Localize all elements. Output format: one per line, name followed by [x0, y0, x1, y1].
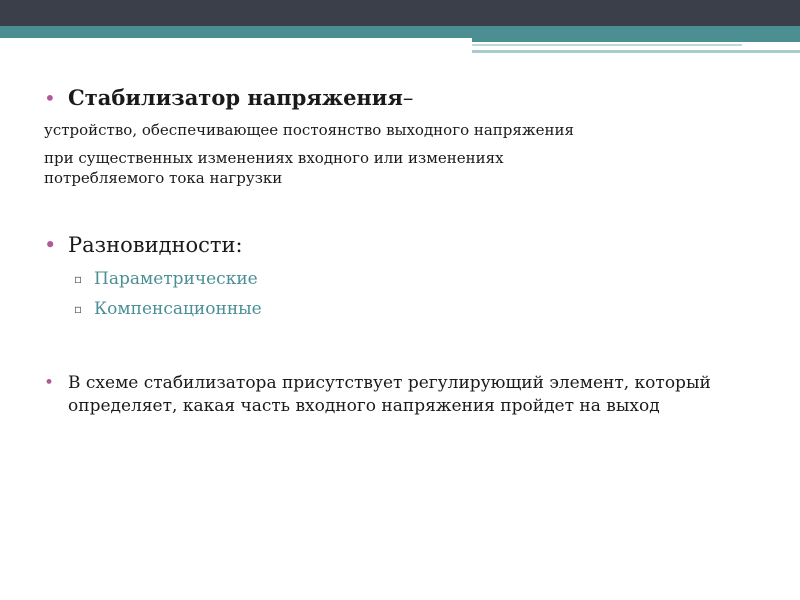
bullet-dot-icon: •	[44, 233, 57, 257]
varieties-list	[44, 264, 764, 324]
term-title: Стабилизатор напряжения	[68, 85, 403, 110]
slide-content	[44, 82, 764, 418]
square-bullet-icon: ▫	[74, 302, 83, 316]
list-item	[74, 264, 764, 294]
square-bullet-icon: ▫	[74, 272, 83, 286]
regulating-element-text: В схеме стабилизатора присутствует регулирующий элемент, который определяет, какая часть входного напряжения пройдет на выход	[68, 373, 711, 416]
list-item	[74, 294, 764, 324]
header-dark-bar	[0, 0, 800, 26]
bullet-dot-icon: •	[44, 86, 56, 110]
variety-label: Компенсационные	[94, 299, 262, 319]
header-teal-right-bar	[472, 36, 800, 42]
definition-line-2: при существенных изменениях входного или изменениях потребляемого тока нагрузки	[44, 149, 504, 187]
header-light-line-2	[472, 50, 800, 53]
bullet-regulating-element	[44, 372, 764, 418]
header-white-line	[0, 38, 472, 40]
varieties-title: Разновидности:	[68, 233, 243, 257]
bullet-dot-icon: •	[44, 373, 55, 393]
definition-text	[44, 120, 764, 188]
variety-label: Параметрические	[94, 269, 258, 289]
bullet-definition-title	[44, 82, 764, 114]
bullet-varieties	[44, 230, 764, 260]
header-light-line	[472, 44, 742, 46]
term-dash: –	[402, 86, 414, 110]
definition-line-1: устройство, обеспечивающее постоянство выходного напряжения	[44, 121, 575, 139]
